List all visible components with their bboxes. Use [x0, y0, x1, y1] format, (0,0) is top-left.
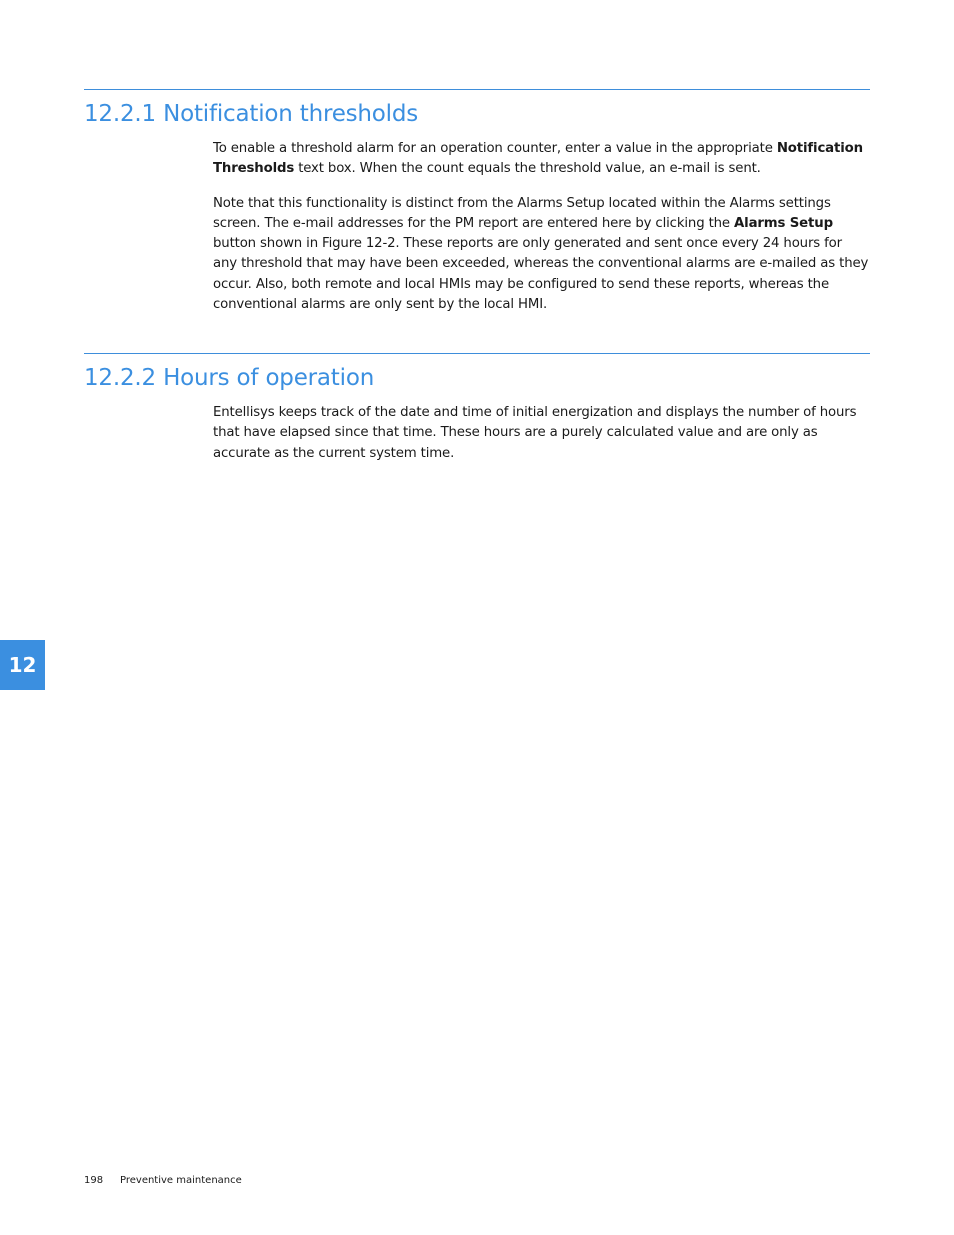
- page-footer: [84, 1175, 242, 1186]
- text-run: button shown in Figure 12-2. These reports are only generated and sent once every 24 hours for any threshold that may have been exceeded, whereas the conventional alarms are e-mailed as they occur. Also, both remote and local HMIs may be configured to send these reports, whereas the conventional alarms are only sent by the local HMI.: [213, 236, 869, 313]
- footer-chapter-name: Preventive maintenance: [120, 1175, 242, 1186]
- paragraph: [213, 194, 870, 316]
- section-notification-thresholds: [84, 89, 870, 315]
- section-divider: [84, 353, 870, 354]
- text-run: text box. When the count equals the threshold value, an e-mail is sent.: [294, 161, 761, 177]
- text-run: Note that this functionality is distinct from the Alarms Setup located within the Alarms settings screen. The e-mail addresses for the PM report are entered here by clicking the: [213, 195, 831, 231]
- paragraph: [213, 139, 870, 180]
- paragraph: Entellisys keeps track of the date and time of initial energization and displays the number of hours that have elapsed since that time. These hours are a purely calculated value and are only as accurate as the current system time.: [213, 405, 857, 461]
- section-divider: [84, 89, 870, 90]
- section-heading: 12.2.2 Hours of operation: [84, 365, 375, 391]
- section-hours-of-operation: [84, 353, 870, 464]
- text-run: To enable a threshold alarm for an operation counter, enter a value in the appropriate: [213, 141, 777, 156]
- section-body: [213, 403, 870, 464]
- chapter-tab: 12: [0, 640, 45, 690]
- section-body: [213, 139, 870, 315]
- section-heading: 12.2.1 Notification thresholds: [84, 101, 419, 127]
- bold-term: Alarms Setup: [734, 215, 833, 231]
- page-number: 198: [84, 1175, 104, 1186]
- bold-term: Notification Thresholds: [213, 141, 863, 177]
